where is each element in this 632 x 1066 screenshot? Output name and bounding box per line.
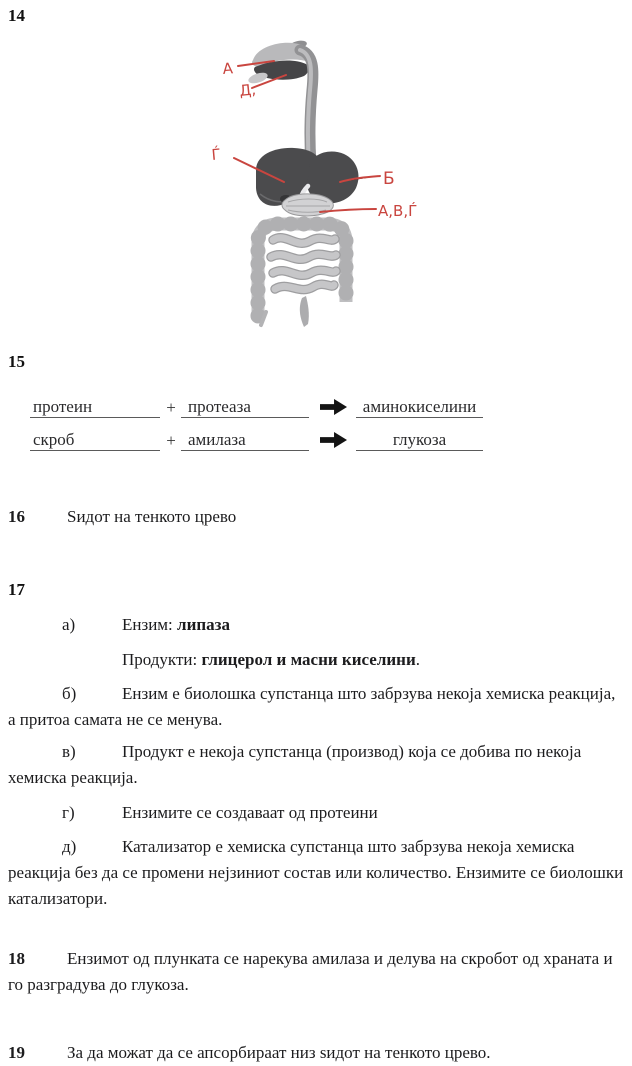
item-b-text: Ензим е биолошка супстанца што забрзува некоја хемиска реакција, а притоа самата не се менува. <box>8 684 616 729</box>
question-19-text: За да можат да се апсорбираат низ ѕидот на тенкото црево. <box>67 1043 491 1062</box>
digestive-system-illustration <box>196 36 464 328</box>
substrate-blank: протеин <box>30 396 160 418</box>
pancreas-shape <box>282 194 333 216</box>
item-b-paragraph <box>8 681 624 733</box>
item-a-line2-answer: глицерол и масни киселини <box>201 650 416 669</box>
digestive-system-diagram <box>196 36 464 328</box>
item-g-label: г) <box>62 803 75 822</box>
annotation-label-a: А <box>222 59 234 78</box>
equation-row-protein <box>30 396 483 418</box>
item-v-label: в) <box>62 742 76 761</box>
question-number-16: 16 <box>8 507 25 526</box>
item-a-line2-prefix: Продукти: <box>122 650 202 669</box>
question-18 <box>8 946 624 998</box>
question-number-18: 18 <box>8 949 25 968</box>
annotation-label-gj: Ѓ <box>210 145 222 164</box>
question-18-text: Ензимот од плунката се нарекува амилаза и делува на скробот од храната и го разградува до глукоза. <box>8 949 613 994</box>
plus-sign: + <box>166 398 176 417</box>
item-a-line1-prefix: Ензим: <box>122 615 178 634</box>
annotation-label-b: Б <box>383 169 395 189</box>
arrow-right-icon <box>320 399 347 415</box>
enzyme-blank: амилаза <box>181 429 309 451</box>
product-blank: аминокиселини <box>356 396 483 418</box>
item-a-line1-answer: липаза <box>177 615 230 634</box>
item-a-line2 <box>8 647 624 673</box>
question-number-17: 17 <box>8 580 25 599</box>
item-d-paragraph <box>8 834 624 912</box>
item-a-line2-suffix: . <box>415 650 420 669</box>
equation-row-starch <box>30 429 483 451</box>
question-16-text: Ѕидот на тенкото црево <box>67 507 237 526</box>
question-number-14: 14 <box>8 6 25 25</box>
question-number-15: 15 <box>8 352 25 371</box>
item-d-label: д) <box>62 837 77 856</box>
substrate-blank: скроб <box>30 429 160 451</box>
enzyme-blank: протеаза <box>181 396 309 418</box>
product-blank: глукоза <box>356 429 483 451</box>
question-16 <box>8 504 624 530</box>
annotation-label-d: Д, <box>238 80 257 100</box>
item-d-text: Катализатор е хемиска супстанца што забрзува некоја хемиска реакција без да се промени нејзиниот состав или количество. Ензимите се биолошки катализатори. <box>8 837 624 908</box>
arrow-right-icon <box>320 432 347 448</box>
rectum-shape <box>300 296 309 327</box>
item-g-paragraph <box>8 800 624 826</box>
question-19 <box>8 1040 624 1066</box>
plus-sign: + <box>166 431 176 450</box>
question-number-19: 19 <box>8 1043 25 1062</box>
annotation-label-avg: А,В,Ѓ <box>378 202 418 220</box>
item-v-text: Продукт е некоја супстанца (производ) која се добива по некоја хемиска реакција. <box>8 742 582 787</box>
item-v-paragraph <box>8 739 624 791</box>
item-a-line1 <box>8 612 624 638</box>
item-a-label: а) <box>62 615 76 634</box>
item-b-label: б) <box>62 684 77 703</box>
item-g-text: Ензимите се создаваат од протеини <box>122 803 378 822</box>
small-intestine-shape <box>271 238 336 290</box>
